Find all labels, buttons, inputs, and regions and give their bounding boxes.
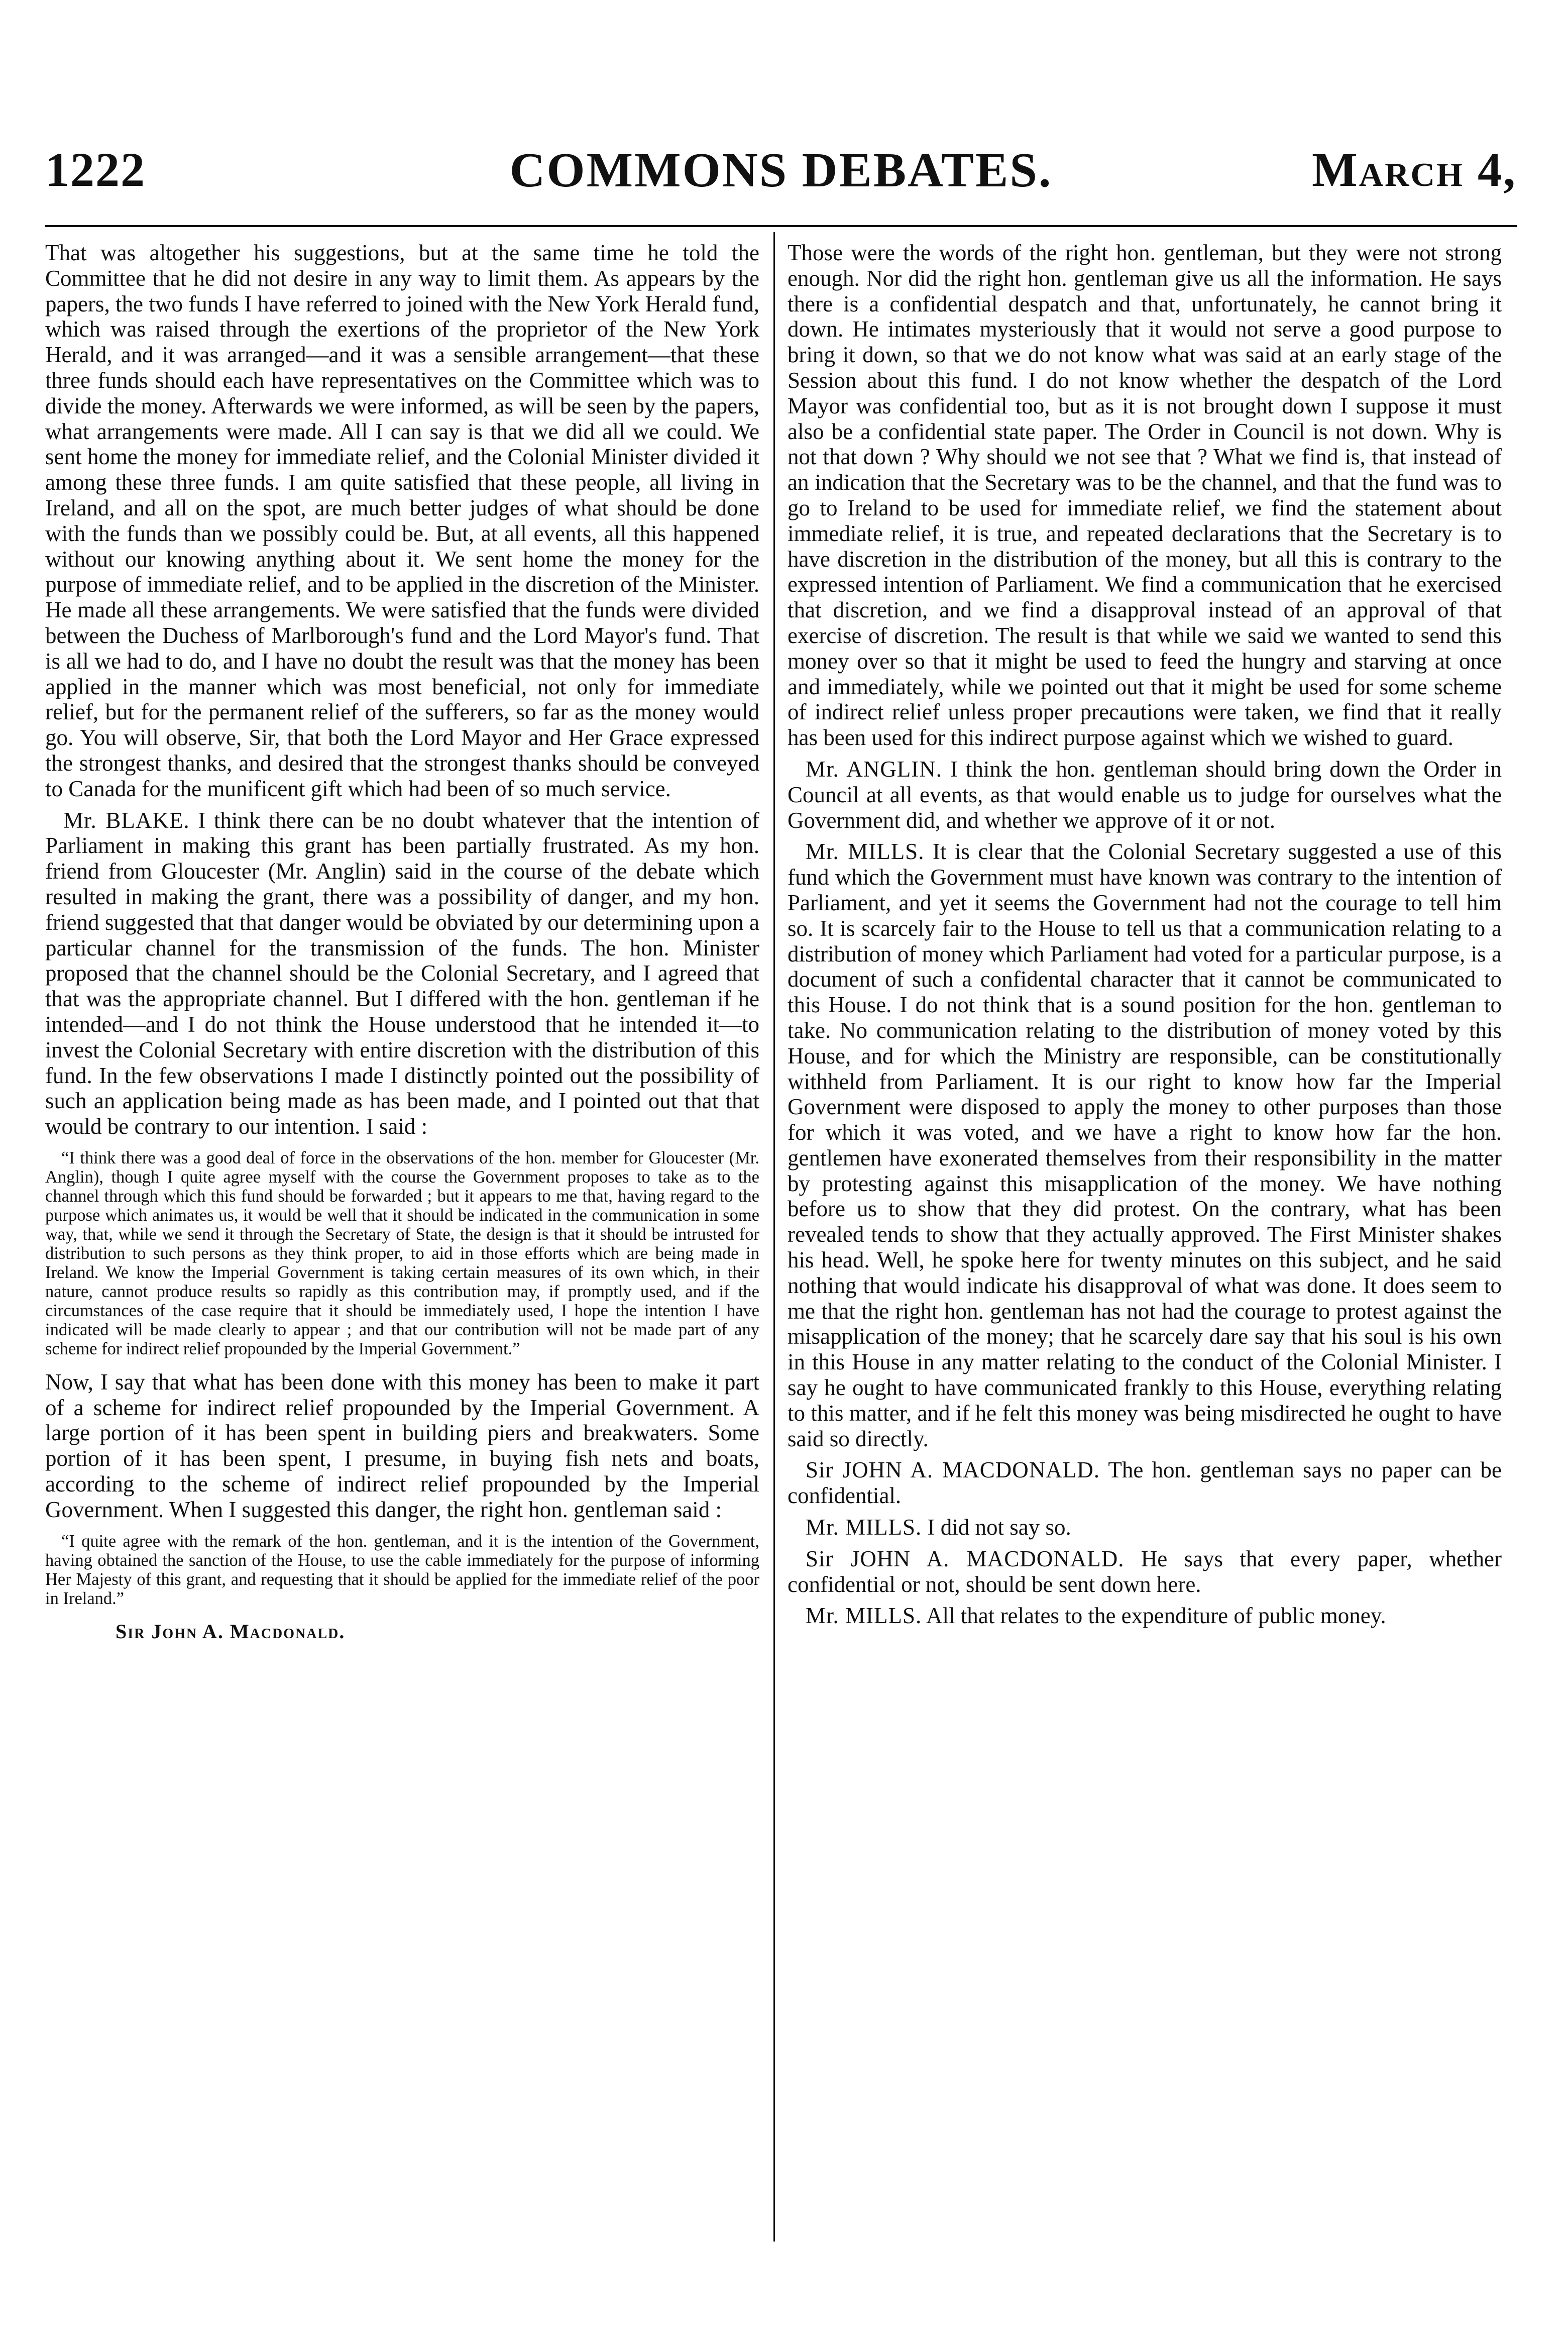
- paragraph: Those were the words of the right hon. gentleman, but they were not strong enough. Nor did the right hon. gentleman give us all the information. He says there is a confidential despatch and that, unfortunately, he cannot bring it down. He intimates mysteriously that it would not serve a good purpose to bring it down, so that we do not know what was said at an early stage of the Session about this fund. I do not know whether the despatch of the Lord Mayor was confidential too, but as it is not brought down I suppose it must also be a confidential state paper. The Order in Council is not down. Why is not that down ? Why should we not see that ? What we find is, that instead of an indication that the Secretary was to be the channel, and that the fund was to go to Ireland to be used for immediate relief, we find the statement about immediate relief, it is true, and repeated declarations that the Secretary is to have discretion in the distribution of the money, but all this is contrary to the expressed intention of Parliament. We find a communication that he exercised that discretion, and we find a disapproval instead of an approval of that exercise of discretion. The result is that while we said we wanted to send this money over so that it might be used to feed the hungry and starving at once and immediately, while we pointed out that it might be used for some scheme of indirect relief unless proper precautions were taken, we find that it really has been used for this indirect purpose against which we wished to guard.: [788, 240, 1502, 751]
- block-quote: “I quite agree with the remark of the hon. gentleman, and it is the intention of the Government, having obtained the sanction of the House, to use the cable immediately for the purpose of informing Her Majesty of this grant, and requesting that it should be applied for the immediate relief of the poor in Ireland.”: [45, 1531, 759, 1608]
- paragraph: Mr. MILLS. It is clear that the Colonial Secretary suggested a use of this fund which the Government must have known was contrary to the intention of Parliament, and yet it seems the Government had not the courage to tell him so. It is scarcely fair to the House to tell us that a communication relating to a distribution of money which Parliament had voted for a particular purpose, is a document of such a confidental character that it cannot be communicated to this House. I do not think that is a sound position for the hon. gentleman to take. No communication relating to the distribution of money voted by this House, and for which the Ministry are responsible, can be constitutionally withheld from Parliament. It is our right to know how far the Imperial Government were disposed to apply the money to other purposes than those for which it was voted, and we have a right to know how far the hon. gentlemen have exonerated themselves from their responsibility in the matter by protesting against this misapplication of the money. We have nothing before us to show that they did protest. On the contrary, what has been revealed tends to show that they actually approved. The First Minister shakes his head. Well, he spoke here for twenty minutes on this subject, and he said nothing that would indicate his disapproval of what was done. It does seem to me that the right hon. gentleman has not had the courage to protest against the misapplication of the money; that he scarcely dare say that his soul is his own in this House in any matter relating to the conduct of the Colonial Minister. I say he ought to have communicated frankly to this House, everything relating to this matter, and if he felt this money was being misdirected he ought to have said so directly.: [788, 839, 1502, 1451]
- header-rule: [45, 225, 1517, 227]
- paragraph: That was altogether his suggestions, but at the same time he told the Committee that he did not desire in any way to limit them. As appears by the papers, the two funds I have referred to joined with the New York Herald fund, which was raised through the exertions of the proprietor of the New York Herald, and it was arranged—and it was a sensible arrangement—that these three funds should each have representatives on the Committee which was to divide the money. Afterwards we were informed, as will be seen by the papers, what arrangements were made. All I can say is that we did all we could. We sent home the money for immediate relief, and the Colonial Minister divided it among these three funds. I am quite satisfied that these people, all living in Ireland, and all on the spot, are much better judges of what should be done with the funds than we possibly could be. But, at all events, all this happened without our knowing anything about it. We sent home the money for the purpose of immediate relief, and to be applied in the discretion of the Minister. He made all these arrangements. We were satisfied that the funds were divided between the Duchess of Marlborough's fund and the Lord Mayor's fund. That is all we had to do, and I have no doubt the result was that the money has been applied in the manner which was most beneficial, not only for immediate relief, but for the permanent relief of the sufferers, so far as the money would go. You will observe, Sir, that both the Lord Mayor and Her Grace expressed the strongest thanks, and desired that the strongest thanks should be conveyed to Canada for the munificent gift which had been of so much service.: [45, 240, 759, 801]
- right-column: [788, 240, 1502, 2234]
- paragraph: Mr. BLAKE. I think there can be no doubt whatever that the intention of Parliament in making this grant has been partially frustrated. As my hon. friend from Gloucester (Mr. Anglin) said in the course of the debate which resulted in making the grant, there was a possibility of danger, and my hon. friend suggested that that danger would be obviated by our determining upon a particular channel for the transmission of the funds. The hon. Minister proposed that the channel should be the Colonial Secretary, and I agreed that that was the appropriate channel. But I differed with the hon. gentleman if he intended—and I do not think the House understood that he intended it—to invest the Colonial Secretary with entire discretion with the distribution of this fund. In the few observations I made I distinctly pointed out the possibility of such an application being made as has been made, and I pointed out that that would be contrary to our intention. I said :: [45, 807, 759, 1139]
- speaker-name: Mr. BLAKE.: [63, 807, 190, 833]
- page-header: [45, 143, 1517, 216]
- speaker-name: Mr. ANGLIN.: [806, 756, 942, 782]
- paragraph: Sir JOHN A. MACDONALD. He says that every paper, whether confidential or not, should be sent down here.: [788, 1546, 1502, 1597]
- page-title: COMMONS DEBATES.: [509, 143, 1053, 197]
- block-quote: “I think there was a good deal of force in the observations of the hon. member for Gloucester (Mr. Anglin), though I quite agree myself with the course the Government proposes to take as to the channel through which this fund should be forwarded ; but it appears to me that, having regard to the purpose which animates us, it would be well that it should be indicated in the communication in some way, that, while we send it through the Secretary of State, the design is that it should be intrusted for distribution to such persons as they think proper, to aid in those efforts which are being made in Ireland. We know the Imperial Government is taking certain measures of its own which, in their nature, cannot produce results so rapidly as this contribution may, if promptly used, and if the circumstances of the case require that it should be immediately used, I hope the intention I have indicated will be made clearly to appear ; and that our contribution will not be made part of any scheme for indirect relief propounded by the Imperial Government.”: [45, 1148, 759, 1358]
- paragraph: Mr. ANGLIN. I think the hon. gentleman should bring down the Order in Council at all events, as that would enable us to judge for ourselves what the Government did, and whether we approve of it or not.: [788, 756, 1502, 833]
- page-date: March 4,: [1312, 143, 1517, 196]
- column-divider: [773, 232, 775, 2242]
- speaker-name: Sir JOHN A. MACDONALD.: [806, 1546, 1125, 1571]
- paragraph: Now, I say that what has been done with this money has been to make it part of a scheme for indirect relief propounded by the Imperial Government. A large portion of it has been spent in building piers and breakwaters. Some portion of it has been spent, I presume, in buying fish nets and boats, according to the scheme of indirect relief propounded by the Imperial Government. When I suggested this danger, the right hon. gentleman said :: [45, 1369, 759, 1522]
- catchword-footer: Sir John A. Macdonald.: [116, 1620, 346, 1643]
- speaker-name: Mr. MILLS.: [806, 1603, 922, 1629]
- paragraph: Mr. MILLS. All that relates to the expenditure of public money.: [806, 1603, 1386, 1629]
- left-column: [45, 240, 759, 2234]
- page-number: 1222: [45, 143, 146, 196]
- speaker-name: Sir JOHN A. MACDONALD.: [806, 1457, 1100, 1483]
- speaker-name: Mr. MILLS.: [806, 1515, 922, 1540]
- speaker-name: Mr. MILLS.: [806, 839, 925, 865]
- paragraph: Sir JOHN A. MACDONALD. The hon. gentleman says no paper can be confidential.: [788, 1457, 1502, 1509]
- paragraph: Mr. MILLS. I did not say so.: [806, 1515, 1071, 1540]
